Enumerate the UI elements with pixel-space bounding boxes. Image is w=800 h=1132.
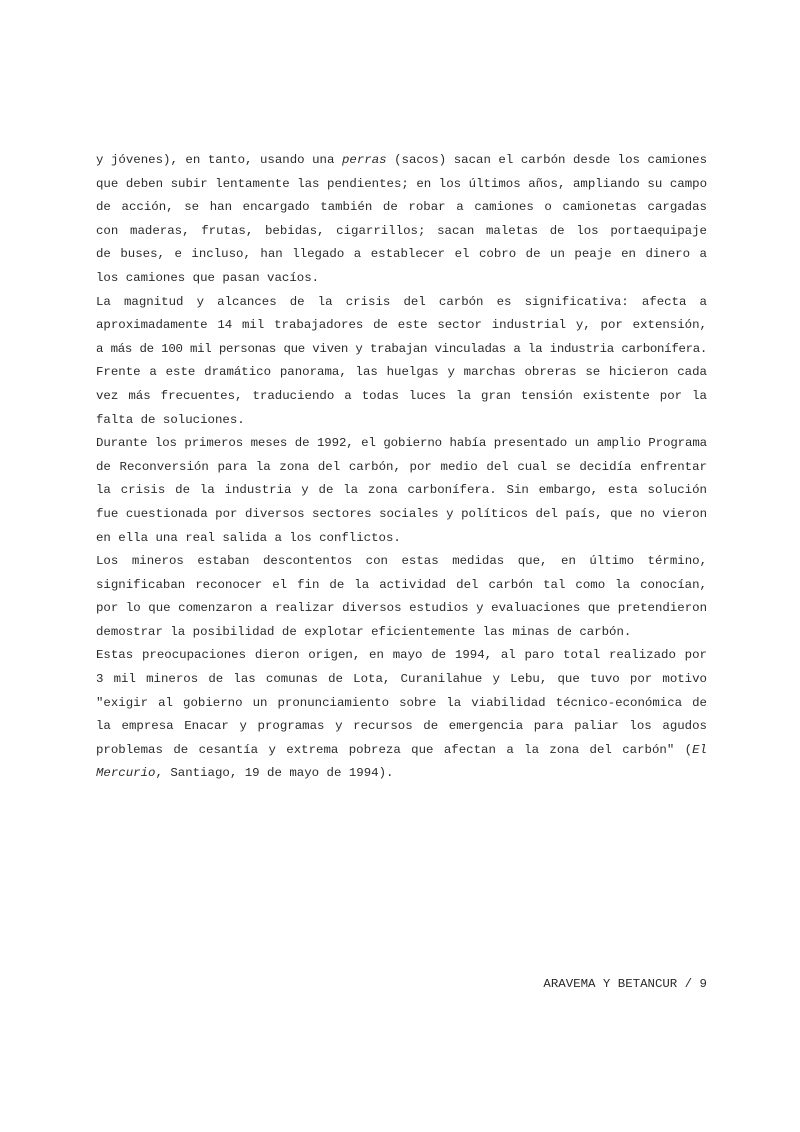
text-line xyxy=(96,267,707,291)
text-line xyxy=(96,479,707,503)
text-segment: a más de 100 mil personas que viven y trabajan vinculadas a la industria carbonífera. xyxy=(96,341,707,356)
text-segment: , Santiago, 19 de mayo de 1994). xyxy=(155,766,394,781)
text-line xyxy=(96,173,707,197)
text-segment: falta de soluciones. xyxy=(96,412,245,427)
text-line xyxy=(96,314,707,338)
text-segment: La magnitud y alcances de la crisis del carbón es significativa: afecta a xyxy=(96,294,707,309)
text-line xyxy=(96,149,707,173)
text-line xyxy=(96,739,707,763)
text-segment: por lo que comenzaron a realizar diversos estudios y evaluaciones que pretendieron xyxy=(96,601,707,616)
text-line xyxy=(96,527,707,551)
text-line xyxy=(96,692,707,716)
text-line xyxy=(96,715,707,739)
text-line xyxy=(96,762,707,786)
italic-text: El xyxy=(692,742,707,757)
text-segment: de buses, e incluso, han llegado a establecer el cobro de un peaje en dinero a xyxy=(96,247,707,262)
text-line xyxy=(96,644,707,668)
text-line xyxy=(96,597,707,621)
text-segment: con maderas, frutas, bebidas, cigarrillos; sacan maletas de los portaequipaje xyxy=(96,223,707,238)
text-line xyxy=(96,361,707,385)
text-segment: demostrar la posibilidad de explotar eficientemente las minas de carbón. xyxy=(96,624,632,639)
text-line xyxy=(96,503,707,527)
body-text xyxy=(96,149,707,786)
page-footer: ARAVEMA Y BETANCUR / 9 xyxy=(543,977,707,991)
text-segment: vez más frecuentes, traduciendo a todas luces la gran tensión existente por la xyxy=(96,388,707,403)
text-segment: Frente a este dramático panorama, las huelgas y marchas obreras se hicieron cada xyxy=(96,365,707,380)
text-line xyxy=(96,668,707,692)
text-line xyxy=(96,385,707,409)
text-segment: de Reconversión para la zona del carbón, por medio del cual se decidía enfrentar xyxy=(96,459,707,474)
text-segment: y jóvenes), en tanto, usando una xyxy=(96,153,342,167)
text-segment: la crisis de la industria y de la zona carbonífera. Sin embargo, esta solución xyxy=(96,483,707,498)
text-segment: (sacos) sacan el carbón desde los camiones xyxy=(386,153,708,167)
text-line xyxy=(96,574,707,598)
text-segment: problemas de cesantía y extrema pobreza que afectan a la zona del carbón" ( xyxy=(96,742,693,757)
text-segment: los camiones que pasan vacíos. xyxy=(96,270,320,285)
text-segment: Los mineros estaban descontentos con estas medidas que, en último término, xyxy=(96,554,707,569)
text-line xyxy=(96,456,707,480)
text-segment: fue cuestionada por diversos sectores sociales y políticos del país, que no vieron xyxy=(96,506,707,521)
text-segment: Durante los primeros meses de 1992, el gobierno había presentado un amplio Programa xyxy=(96,436,707,451)
text-line xyxy=(96,243,707,267)
text-segment: en ella una real salida a los conflictos. xyxy=(96,530,401,545)
text-segment: que deben subir lentamente las pendientes; en los últimos años, ampliando su campo xyxy=(96,176,707,191)
text-line xyxy=(96,621,707,645)
italic-text: perras xyxy=(341,153,387,167)
text-segment: de acción, se han encargado también de robar a camiones o camionetas cargadas xyxy=(96,200,707,215)
text-line xyxy=(96,291,707,315)
text-segment: aproximadamente 14 mil trabajadores de este sector industrial y, por extensión, xyxy=(96,318,707,333)
text-segment: 3 mil mineros de las comunas de Lota, Curanilahue y Lebu, que tuvo por motivo xyxy=(96,672,707,687)
text-line xyxy=(96,409,707,433)
text-segment: "exigir al gobierno un pronunciamiento sobre la viabilidad técnico-económica de xyxy=(96,695,707,710)
text-segment: Estas preocupaciones dieron origen, en mayo de 1994, al paro total realizado por xyxy=(96,648,707,663)
text-segment: la empresa Enacar y programas y recursos de emergencia para paliar los agudos xyxy=(96,719,707,734)
text-line xyxy=(96,196,707,220)
text-line xyxy=(96,550,707,574)
italic-text: Mercurio xyxy=(96,766,156,781)
text-segment: significaban reconocer el fin de la actividad del carbón tal como la conocían, xyxy=(96,577,707,592)
text-line xyxy=(96,220,707,244)
text-line xyxy=(96,338,707,362)
text-line xyxy=(96,432,707,456)
